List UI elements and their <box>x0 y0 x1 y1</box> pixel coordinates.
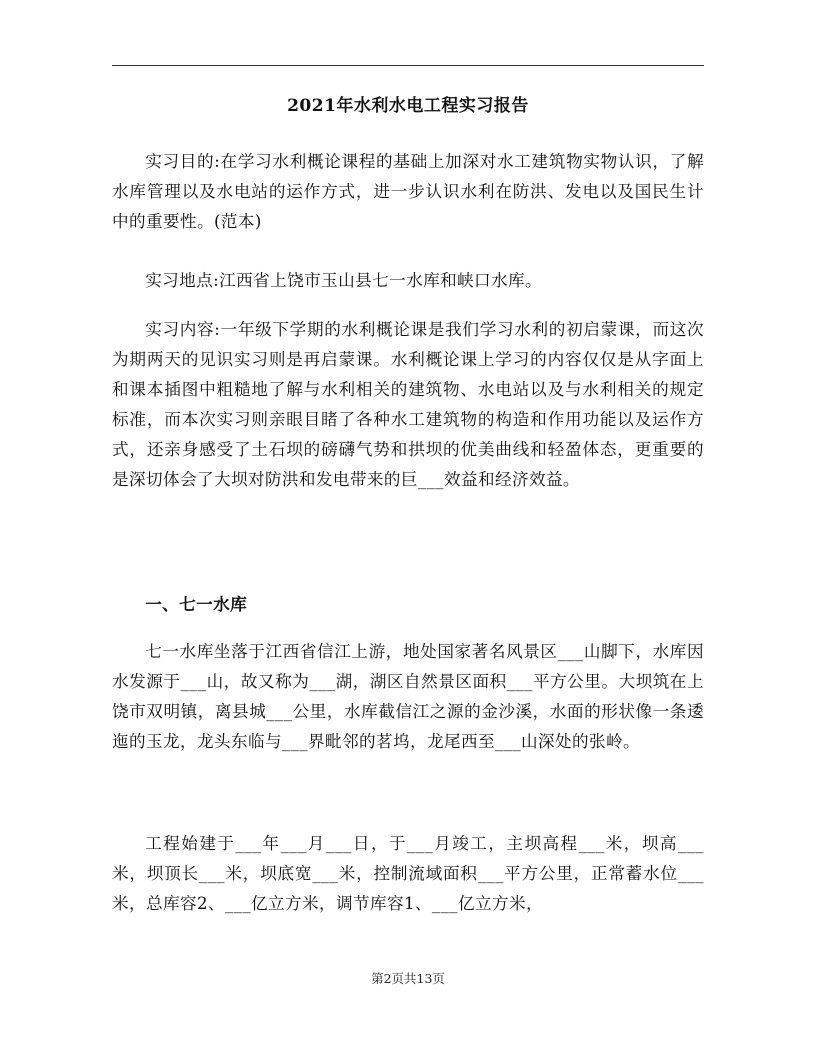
paragraph-reservoir-specs: 工程始建于___年___月___日，于___月竣工，主坝高程___米，坝高___米，坝顶长___米，坝底宽___米，控制流域面积___平方公里，正常蓄水位___米，总库容2、___亿立方米，调节库容1、___亿立方米， <box>112 834 704 913</box>
paragraph-reservoir-intro: 七一水库坐落于江西省信江上游，地处国家著名风景区___山脚下，水库因水发源于___山，故又称为___湖，湖区自然景区面积___平方公里。大坝筑在上饶市双明镇，离县城___公里，水库截信江之源的金沙溪，水面的形状像一条逶迤的玉龙，龙头东临与___界毗邻的茗坞，龙尾西至___山深处的张岭。 <box>112 642 704 751</box>
header-rule <box>112 65 704 66</box>
paragraph-location: 实习地点:江西省上饶市玉山县七一水库和峡口水库。 <box>145 271 543 290</box>
page-number: 第2页共13页 <box>371 971 445 986</box>
section-heading: 一、七一水库 <box>145 594 248 614</box>
paragraph-purpose: 实习目的:在学习水利概论课程的基础上加深对水工建筑物实物认识，了解水库管理以及水电站的运作方式，进一步认识水利在防洪、发电以及国民生计中的重要性。(范本) <box>112 152 704 231</box>
document-title: 2021年水利水电工程实习报告 <box>287 96 529 116</box>
paragraph-content: 实习内容:一年级下学期的水利概论课是我们学习水利的初启蒙课，而这次为期两天的见识实习则是再启蒙课。水利概论课上学习的内容仅仅是从字面上和课本插图中粗糙地了解与水利相关的建筑物、水电站以及与水利相关的规定标准，而本次实习则亲眼目睹了各种水工建筑物的构造和作用功能以及运作方式，还亲身感受了土石坝的磅礴气势和拱坝的优美曲线和轻盈体态，更重要的是深切体会了大坝对防洪和发电带来的巨___效益和经济效益。 <box>112 320 704 489</box>
